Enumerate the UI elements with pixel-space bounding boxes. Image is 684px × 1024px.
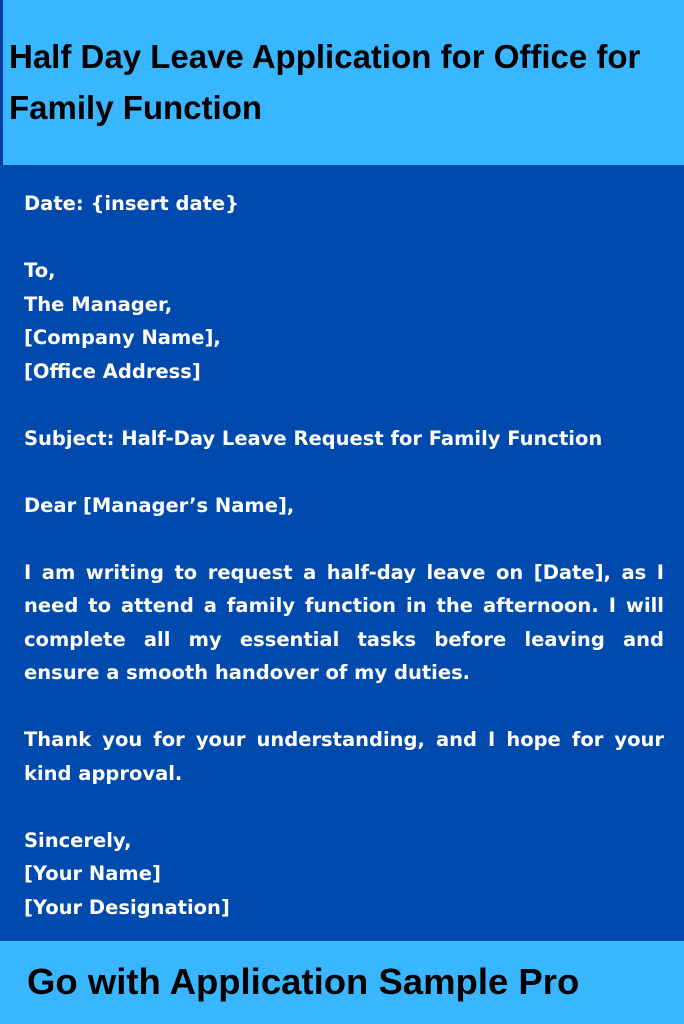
- closing-name: [Your Name]: [24, 862, 161, 885]
- letter-date: Date: {insert date}: [24, 192, 240, 215]
- letter-body: [24, 187, 664, 924]
- letter-recipient-block: [24, 254, 664, 388]
- footer-tagline: Go with Application Sample Pro: [27, 961, 580, 1002]
- footer-banner: [0, 941, 684, 1024]
- letter-closing-block: [24, 824, 664, 925]
- letter-subject: Subject: Half-Day Leave Request for Family Function: [24, 426, 603, 450]
- page-title: Half Day Leave Application for Office for Family Function: [9, 38, 641, 126]
- recipient-company: [Company Name],: [24, 326, 221, 349]
- letter-paragraph: Thank you for your understanding, and I hope for your kind approval.: [24, 728, 664, 785]
- recipient-address: [Office Address]: [24, 359, 201, 383]
- recipient-to: To,: [24, 259, 56, 282]
- letter-paragraph: I am writing to request a half-day leave on [Date], as I need to attend a family function in the afternoon. I will complete all my essential tasks before leaving and ensure a smooth handover of my duties.: [24, 560, 664, 684]
- letter-salutation: Dear [Manager’s Name],: [24, 493, 295, 517]
- letter-panel: [0, 165, 684, 941]
- closing-sign-off: Sincerely,: [24, 828, 132, 852]
- recipient-name: The Manager,: [24, 292, 173, 316]
- header-banner: [0, 0, 684, 165]
- closing-designation: [Your Designation]: [24, 895, 230, 919]
